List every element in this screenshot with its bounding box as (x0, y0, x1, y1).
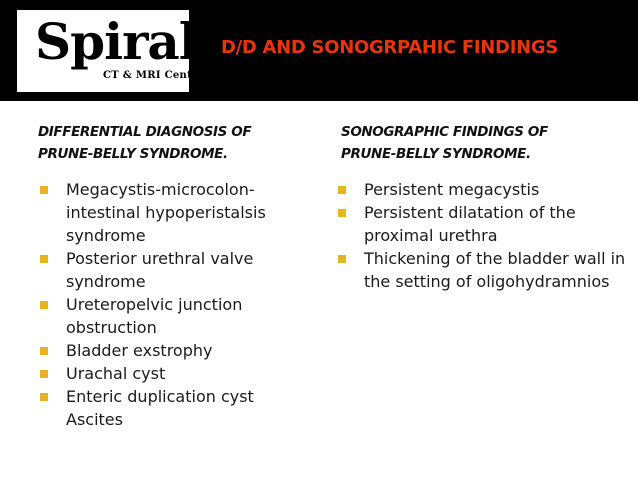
differential-diagnosis-list (38, 178, 308, 431)
list-item (336, 178, 626, 201)
list-item-text: Posterior urethral valve syndrome (66, 249, 254, 291)
list-item (38, 362, 308, 385)
right-column-heading (341, 121, 548, 165)
list-item (38, 385, 308, 431)
list-item (38, 247, 308, 293)
left-column-heading (38, 121, 251, 165)
list-item (336, 201, 626, 247)
logo-name: Spiral (35, 12, 197, 71)
bullet-icon (40, 301, 48, 309)
list-item-text: Persistent megacystis (364, 180, 540, 199)
bullet-icon (40, 370, 48, 378)
left-heading-line-1: DIFFERENTIAL DIAGNOSIS OF (38, 124, 252, 140)
bullet-icon (338, 209, 346, 217)
bullet-icon (40, 347, 48, 355)
list-item-text: Ureteropelvic junction obstruction (66, 295, 243, 337)
list-item-text: Urachal cyst (66, 364, 166, 383)
list-item (38, 178, 308, 247)
spiral-logo (17, 10, 205, 92)
list-item-text: Persistent dilatation of the proximal urethra (364, 203, 576, 245)
list-item (38, 339, 308, 362)
right-heading-line-2: PRUNE-BELLY SYNDROME. (341, 146, 531, 162)
bullet-icon (338, 255, 346, 263)
logo-subtitle: CT & MRI Centre (103, 70, 205, 81)
header-bar (0, 0, 638, 101)
slide-title: D/D AND SONOGRPAHIC FINDINGS (221, 37, 559, 58)
bullet-icon (338, 186, 346, 194)
list-item-text: Megacystis-microcolon-intestinal hypoperistalsis syndrome (66, 180, 266, 245)
bullet-icon (40, 393, 48, 401)
list-item (38, 293, 308, 339)
right-heading-line-1: SONOGRAPHIC FINDINGS OF (341, 124, 548, 140)
sonographic-findings-list (336, 178, 626, 293)
list-item (336, 247, 626, 293)
list-item-text: Thickening of the bladder wall in the setting of oligohydramnios (364, 249, 626, 291)
list-item-text: Enteric duplication cyst (66, 387, 254, 406)
left-heading-line-2: PRUNE-BELLY SYNDROME. (38, 146, 228, 162)
bullet-icon (40, 255, 48, 263)
bullet-icon (40, 186, 48, 194)
list-item-text: Bladder exstrophy (66, 341, 213, 360)
list-item-continuation: Ascites (66, 410, 123, 429)
